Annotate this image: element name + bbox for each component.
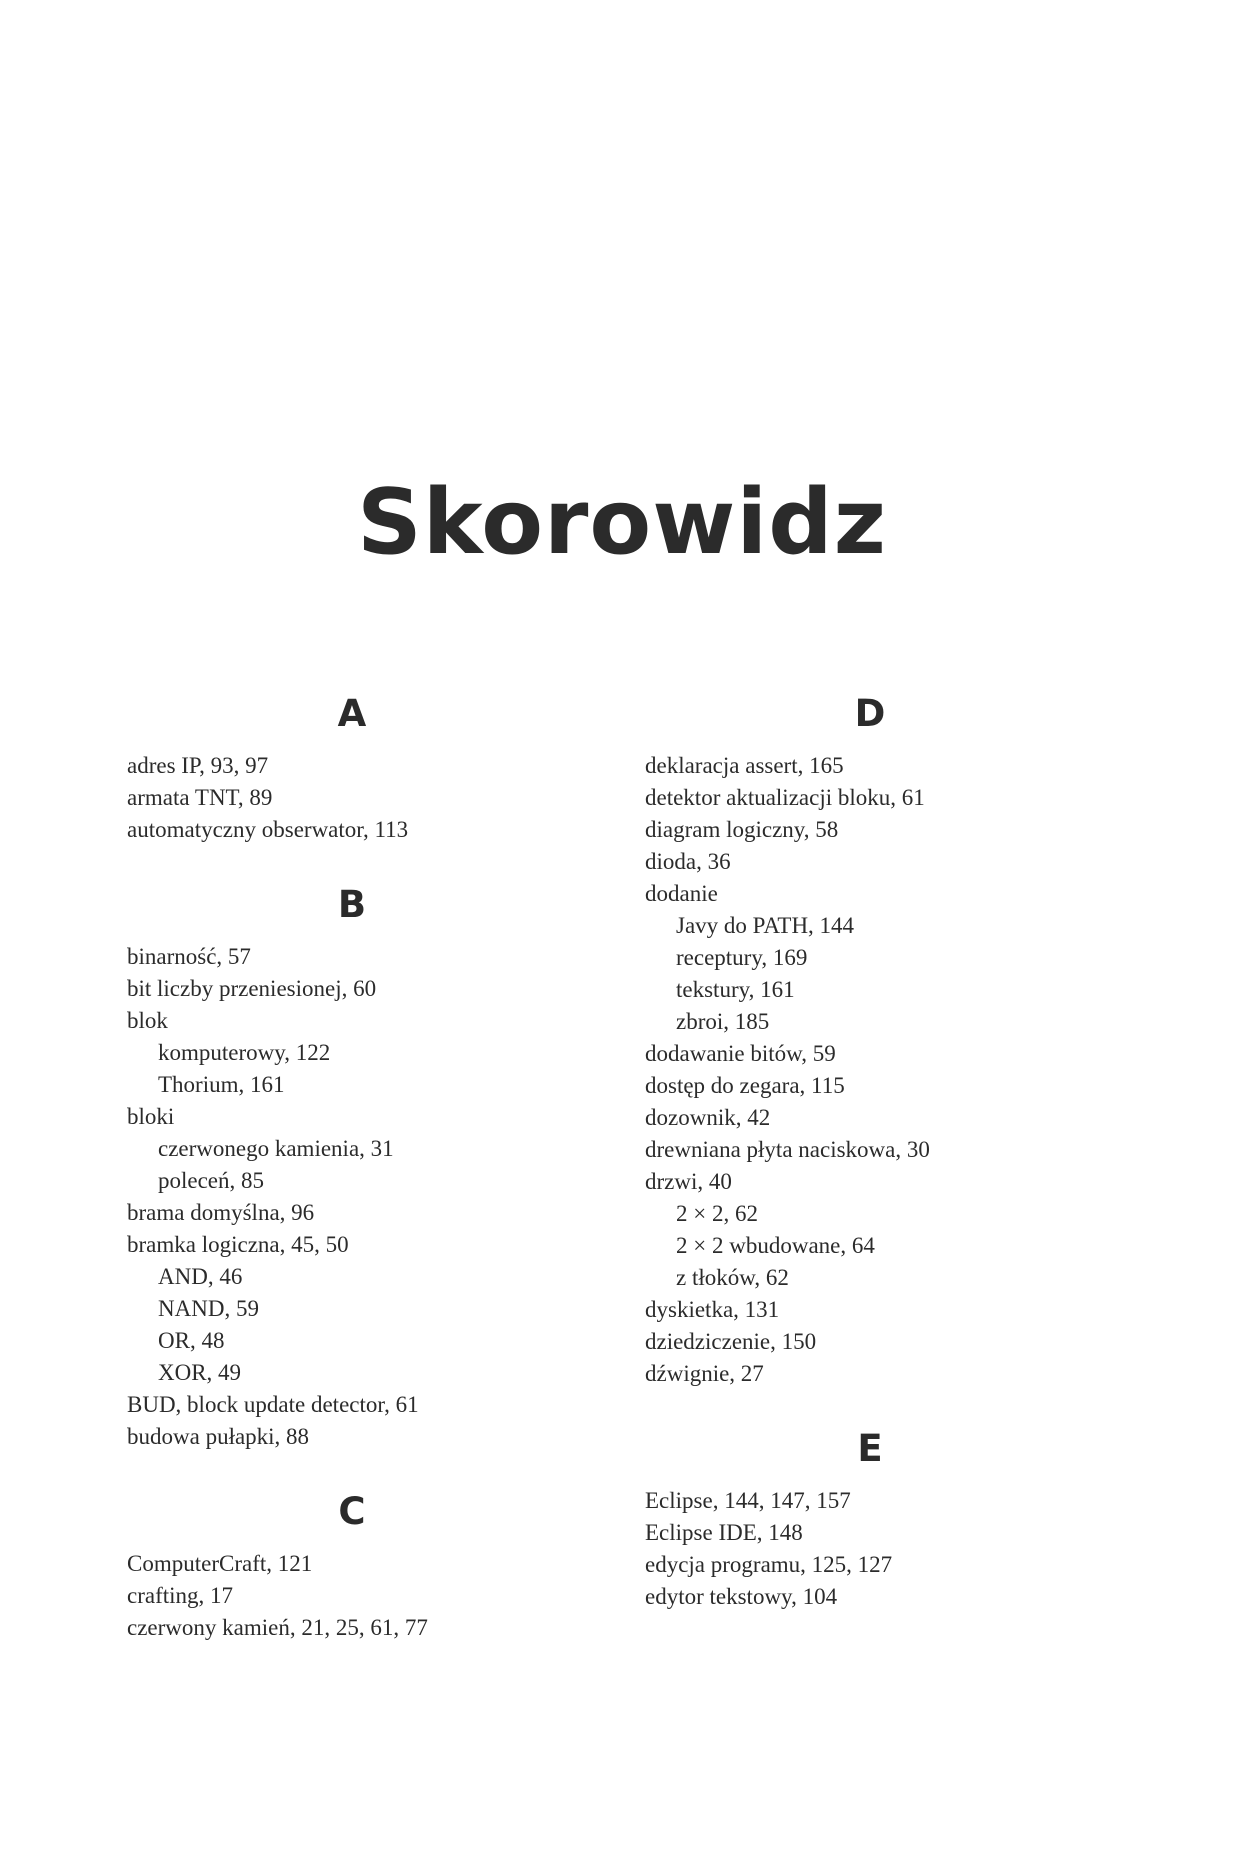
index-entry: detektor aktualizacji bloku, 61 xyxy=(645,785,925,810)
index-subentry: NAND, 59 xyxy=(158,1296,259,1321)
index-subentry: Thorium, 161 xyxy=(158,1072,285,1097)
index-section-d xyxy=(645,690,1105,1390)
index-section-a xyxy=(127,690,587,846)
index-section-c xyxy=(127,1488,587,1644)
index-subentry: AND, 46 xyxy=(158,1264,243,1289)
index-subentry: Javy do PATH, 144 xyxy=(676,913,855,938)
index-entry: edycja programu, 125, 127 xyxy=(645,1552,893,1577)
index-entry: bramka logiczna, 45, 50 xyxy=(127,1232,349,1257)
index-entry: BUD, block update detector, 61 xyxy=(127,1392,419,1417)
index-subentry: z tłoków, 62 xyxy=(676,1265,789,1290)
index-entry: automatyczny obserwator, 113 xyxy=(127,817,409,842)
section-letter-heading: E xyxy=(857,1427,883,1470)
index-entry: dziedziczenie, 150 xyxy=(645,1329,817,1354)
index-entry: armata TNT, 89 xyxy=(127,785,273,810)
index-subentry: poleceń, 85 xyxy=(158,1168,265,1193)
index-entry-list xyxy=(645,750,1105,1390)
index-subentry: XOR, 49 xyxy=(158,1360,242,1385)
index-entry: blok xyxy=(127,1008,168,1033)
index-entry: budowa pułapki, 88 xyxy=(127,1424,310,1449)
index-entry: adres IP, 93, 97 xyxy=(127,753,269,778)
index-subentry: czerwonego kamienia, 31 xyxy=(158,1136,394,1161)
index-entry: crafting, 17 xyxy=(127,1583,234,1608)
index-entry: dodawanie bitów, 59 xyxy=(645,1041,836,1066)
index-column-left xyxy=(127,690,587,1644)
index-entry-list xyxy=(127,750,587,846)
index-entry: dodanie xyxy=(645,881,718,906)
index-entry-list xyxy=(127,1548,587,1644)
index-entry-list xyxy=(127,941,587,1453)
index-entry: diagram logiczny, 58 xyxy=(645,817,839,842)
index-subentry: 2 × 2, 62 xyxy=(676,1201,758,1226)
index-section-e xyxy=(645,1425,1105,1613)
index-section-b xyxy=(127,881,587,1453)
index-entry: drewniana płyta naciskowa, 30 xyxy=(645,1137,930,1162)
index-entry: bit liczby przeniesionej, 60 xyxy=(127,976,377,1001)
index-subentry: komputerowy, 122 xyxy=(158,1040,331,1065)
index-entry: Eclipse IDE, 148 xyxy=(645,1520,803,1545)
index-entry: brama domyślna, 96 xyxy=(127,1200,315,1225)
section-spacer xyxy=(645,1390,1105,1425)
index-entry: dyskietka, 131 xyxy=(645,1297,780,1322)
index-subentry: tekstury, 161 xyxy=(676,977,795,1002)
index-column-right xyxy=(645,690,1105,1613)
section-spacer xyxy=(127,1453,587,1488)
index-entry-list xyxy=(645,1485,1105,1613)
index-subentry: OR, 48 xyxy=(158,1328,225,1353)
section-letter-heading: D xyxy=(854,692,886,735)
index-entry: Eclipse, 144, 147, 157 xyxy=(645,1488,851,1513)
index-entry: dozownik, 42 xyxy=(645,1105,771,1130)
index-entry: ComputerCraft, 121 xyxy=(127,1551,313,1576)
index-entry: binarność, 57 xyxy=(127,944,251,969)
index-subentry: 2 × 2 wbudowane, 64 xyxy=(676,1233,875,1258)
index-entry: czerwony kamień, 21, 25, 61, 77 xyxy=(127,1615,428,1640)
page-title: Skorowidz xyxy=(356,470,888,576)
section-letter-heading: B xyxy=(337,883,367,926)
section-letter-heading: C xyxy=(338,1490,366,1533)
index-subentry: zbroi, 185 xyxy=(676,1009,770,1034)
index-entry: deklaracja assert, 165 xyxy=(645,753,844,778)
index-entry: dostęp do zegara, 115 xyxy=(645,1073,845,1098)
index-entry: drzwi, 40 xyxy=(645,1169,732,1194)
index-entry: dioda, 36 xyxy=(645,849,731,874)
section-letter-heading: A xyxy=(337,692,367,735)
index-entry: bloki xyxy=(127,1104,175,1129)
index-subentry: receptury, 169 xyxy=(676,945,808,970)
section-spacer xyxy=(127,846,587,881)
index-entry: edytor tekstowy, 104 xyxy=(645,1584,838,1609)
index-entry: dźwignie, 27 xyxy=(645,1361,764,1386)
